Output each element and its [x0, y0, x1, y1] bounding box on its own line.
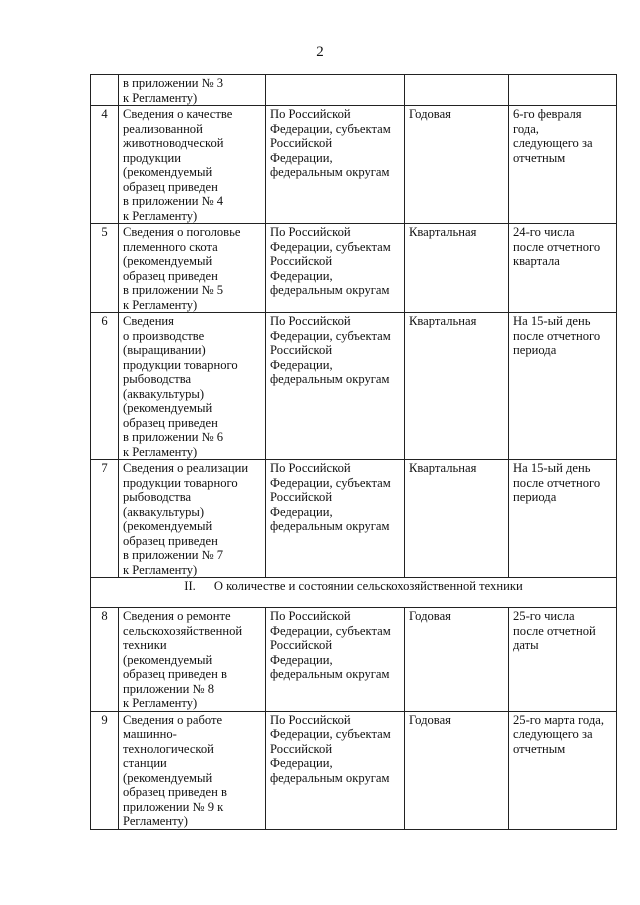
report-name: в приложении № 3 к Регламенту) [119, 75, 266, 106]
row-number: 9 [91, 711, 119, 829]
report-deadline: 6-го февраля года, следующего за отчетным [509, 106, 617, 224]
report-deadline: 25-го марта года, следующего за отчетным [509, 711, 617, 829]
report-periodicity: Годовая [405, 106, 509, 224]
report-periodicity: Квартальная [405, 224, 509, 313]
section-title: О количестве и состоянии сельскохозяйственной техники [213, 579, 523, 593]
report-deadline [509, 75, 617, 106]
report-recipients: По Российской Федерации, субъектам Российской Федерации, федеральным округам [266, 106, 405, 224]
report-deadline: На 15-ый день после отчетного периода [509, 460, 617, 578]
row-number [91, 75, 119, 106]
report-periodicity: Квартальная [405, 460, 509, 578]
table-row [91, 106, 617, 224]
table-row [91, 460, 617, 578]
table-row [91, 75, 617, 106]
report-recipients: По Российской Федерации, субъектам Российской Федерации, федеральным округам [266, 313, 405, 460]
row-number: 5 [91, 224, 119, 313]
report-table [90, 74, 617, 830]
report-name: Сведения о качестве реализованной животноводческой продукции (рекомендуемый образец приведен в приложении № 4 к Регламенту) [119, 106, 266, 224]
report-periodicity: Годовая [405, 711, 509, 829]
row-number: 8 [91, 608, 119, 712]
table-row [91, 711, 617, 829]
report-name: Сведения о работе машинно- технологической станции (рекомендуемый образец приведен в приложении № 9 к Регламенту) [119, 711, 266, 829]
report-periodicity: Квартальная [405, 313, 509, 460]
report-name: Сведения о ремонте сельскохозяйственной техники (рекомендуемый образец приведен в приложении № 8 к Регламенту) [119, 608, 266, 712]
table-row [91, 224, 617, 313]
report-deadline: 24-го числа после отчетного квартала [509, 224, 617, 313]
report-name: Сведения о реализации продукции товарного рыбоводства (аквакультуры) (рекомендуемый образец приведен в приложении № 7 к Регламенту) [119, 460, 266, 578]
report-name: Сведения о производстве (выращивании) продукции товарного рыбоводства (аквакультуры) (рекомендуемый образец приведен в приложении № 6 к Регламенту) [119, 313, 266, 460]
section-number: II. [184, 579, 196, 593]
report-deadline: На 15-ый день после отчетного периода [509, 313, 617, 460]
section-heading [91, 578, 617, 608]
table-row [91, 313, 617, 460]
row-number: 6 [91, 313, 119, 460]
report-recipients: По Российской Федерации, субъектам Российской Федерации, федеральным округам [266, 224, 405, 313]
row-number: 4 [91, 106, 119, 224]
report-periodicity: Годовая [405, 608, 509, 712]
report-periodicity [405, 75, 509, 106]
report-recipients: По Российской Федерации, субъектам Российской Федерации, федеральным округам [266, 460, 405, 578]
report-recipients [266, 75, 405, 106]
page-number: 2 [316, 44, 324, 60]
report-recipients: По Российской Федерации, субъектам Российской Федерации, федеральным округам [266, 608, 405, 712]
table-row [91, 608, 617, 712]
report-recipients: По Российской Федерации, субъектам Российской Федерации, федеральным округам [266, 711, 405, 829]
section-heading-row [91, 578, 617, 608]
report-deadline: 25-го числа после отчетной даты [509, 608, 617, 712]
report-name: Сведения о поголовье племенного скота (рекомендуемый образец приведен в приложении № 5 к Регламенту) [119, 224, 266, 313]
row-number: 7 [91, 460, 119, 578]
